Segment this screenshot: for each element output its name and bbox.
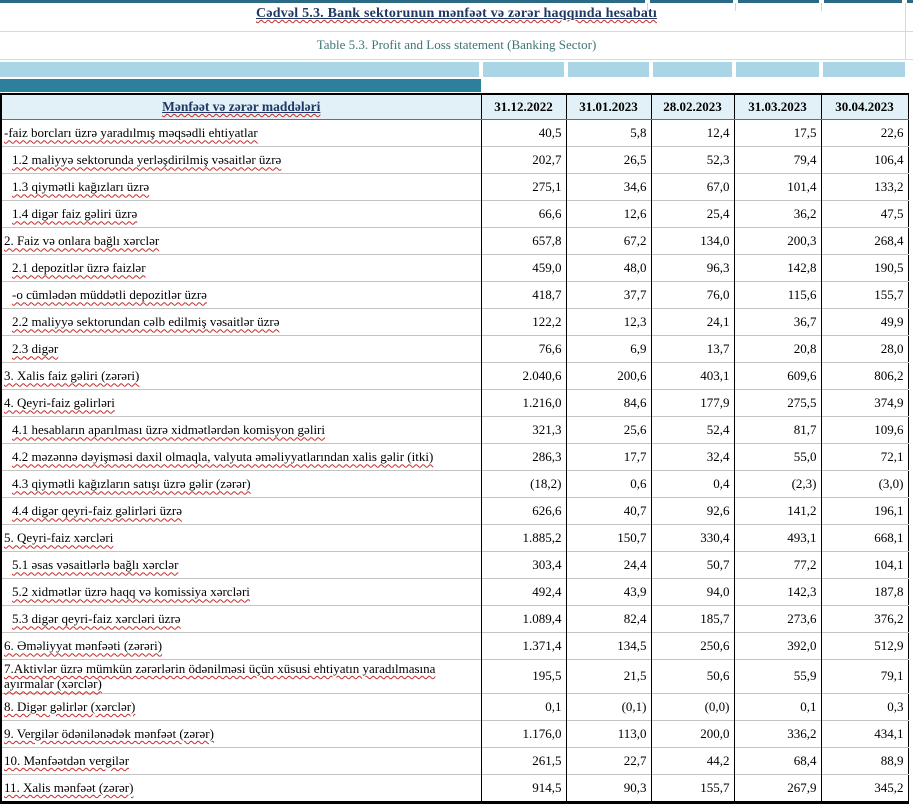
table-title-azerbaijani — [0, 6, 913, 22]
table-row — [1, 120, 908, 147]
table-row — [1, 444, 908, 471]
value-cell: 1.089,4 — [481, 606, 566, 633]
value-cell: 134,5 — [566, 633, 651, 660]
row-label — [1, 309, 481, 336]
value-cell: 22,6 — [821, 120, 908, 147]
value-cell: 12,6 — [566, 201, 651, 228]
row-label — [1, 606, 481, 633]
row-label-text: 5.1 əsas vəsaitlərlə bağlı xərclər — [12, 557, 179, 573]
row-label-text: 3. Xalis faiz gəliri (zərəri) — [4, 368, 140, 384]
value-cell: 2.040,6 — [481, 363, 566, 390]
value-cell: 66,6 — [481, 201, 566, 228]
value-cell: 76,6 — [481, 336, 566, 363]
value-cell: 88,9 — [821, 747, 908, 774]
pl-table-body — [1, 120, 908, 803]
value-cell: 1.885,2 — [481, 525, 566, 552]
value-cell: 626,6 — [481, 498, 566, 525]
teal-band — [0, 79, 481, 92]
table-row — [1, 228, 908, 255]
value-cell: 196,1 — [821, 498, 908, 525]
value-cell: 76,0 — [651, 282, 734, 309]
value-cell: 25,6 — [566, 417, 651, 444]
value-cell: 22,7 — [566, 747, 651, 774]
value-cell: 200,0 — [651, 720, 734, 747]
value-cell: (0,0) — [651, 693, 734, 720]
value-cell: 0,1 — [734, 693, 821, 720]
value-cell: 493,1 — [734, 525, 821, 552]
row-label-text: 6. Əməliyyat mənfəəti (zərəri) — [4, 638, 163, 654]
table-row — [1, 309, 908, 336]
value-cell: 104,1 — [821, 552, 908, 579]
value-cell: 82,4 — [566, 606, 651, 633]
row-label — [1, 390, 481, 417]
divider-line — [0, 31, 913, 32]
row-label — [1, 720, 481, 747]
value-cell: 1.371,4 — [481, 633, 566, 660]
value-cell: 24,1 — [651, 309, 734, 336]
row-label-text: 8. Digər gəlirlər (xərclər) — [4, 698, 136, 714]
row-label-text: 2.1 depozitlər üzrə faizlər — [12, 260, 146, 276]
value-cell: (0,1) — [566, 693, 651, 720]
row-label-text: 11. Xalis mənfəət (zərər) — [4, 779, 134, 795]
items-column-header — [1, 94, 481, 120]
value-cell: 55,9 — [734, 660, 821, 694]
value-cell: 40,5 — [481, 120, 566, 147]
row-label-text: 10. Mənfəətdən vergilər — [4, 752, 130, 768]
value-cell: 155,7 — [821, 282, 908, 309]
value-cell: 40,7 — [566, 498, 651, 525]
value-cell: 200,6 — [566, 363, 651, 390]
row-label — [1, 336, 481, 363]
value-cell: 190,5 — [821, 255, 908, 282]
title-underline — [256, 6, 657, 21]
value-cell: 286,3 — [481, 444, 566, 471]
row-label — [1, 552, 481, 579]
value-cell: 668,1 — [821, 525, 908, 552]
row-label-text: 4.1 hesabların aparılması üzrə xidmətlərdən komisyon gəliri — [12, 422, 325, 438]
row-label — [1, 228, 481, 255]
table-row — [1, 525, 908, 552]
table-row — [1, 774, 908, 802]
value-cell: 55,0 — [734, 444, 821, 471]
value-cell: 34,6 — [566, 174, 651, 201]
value-cell: 67,0 — [651, 174, 734, 201]
value-cell: 26,5 — [566, 147, 651, 174]
value-cell: 150,7 — [566, 525, 651, 552]
value-cell: 50,7 — [651, 552, 734, 579]
table-row — [1, 693, 908, 720]
table-row — [1, 255, 908, 282]
table-row — [1, 552, 908, 579]
value-cell: 20,8 — [734, 336, 821, 363]
value-cell: 133,2 — [821, 174, 908, 201]
value-cell: 17,7 — [566, 444, 651, 471]
value-cell: 13,7 — [651, 336, 734, 363]
row-label-text: 7.Aktivlər üzrə mümkün zərərlərin ödənilməsi üçün xüsusi ehtiyatın yaradılmasına ayırmalar (xərclər) — [4, 661, 436, 692]
value-cell: 374,9 — [821, 390, 908, 417]
divider-line — [0, 59, 913, 60]
value-cell: 48,0 — [566, 255, 651, 282]
value-cell: 92,6 — [651, 498, 734, 525]
value-cell: 32,4 — [651, 444, 734, 471]
row-label-text: 4.3 qiymətli kağızların satışı üzrə gəlir (zərər) — [12, 476, 251, 492]
value-cell: 122,2 — [481, 309, 566, 336]
table-row — [1, 147, 908, 174]
value-cell: 657,8 — [481, 228, 566, 255]
date-column-header: 28.02.2023 — [651, 94, 734, 120]
value-cell: 261,5 — [481, 747, 566, 774]
value-cell: 187,8 — [821, 579, 908, 606]
value-cell: 200,3 — [734, 228, 821, 255]
row-label — [1, 525, 481, 552]
table-row — [1, 282, 908, 309]
value-cell: 267,9 — [734, 774, 821, 802]
value-cell: 403,1 — [651, 363, 734, 390]
row-label — [1, 498, 481, 525]
value-cell: 84,6 — [566, 390, 651, 417]
value-cell: 1.176,0 — [481, 720, 566, 747]
row-label — [1, 444, 481, 471]
value-cell: 24,4 — [566, 552, 651, 579]
value-cell: 185,7 — [651, 606, 734, 633]
row-label — [1, 120, 481, 147]
table-row — [1, 498, 908, 525]
value-cell: 47,5 — [821, 201, 908, 228]
value-cell: 68,4 — [734, 747, 821, 774]
row-label — [1, 774, 481, 802]
row-label-text: -faiz borcları üzrə yaradılmış məqsədli ehtiyatlar — [4, 125, 258, 141]
value-cell: 177,9 — [651, 390, 734, 417]
row-label-text: 5. Qeyri-faiz xərcləri — [4, 530, 114, 546]
row-label-text: 1.3 qiymətli kağızları üzrə — [12, 179, 150, 195]
items-header-text: Mənfəət və zərər maddələri — [162, 99, 321, 114]
value-cell: 81,7 — [734, 417, 821, 444]
table-row — [1, 606, 908, 633]
value-cell: 336,2 — [734, 720, 821, 747]
row-label — [1, 201, 481, 228]
value-cell: 0,1 — [481, 693, 566, 720]
value-cell: 79,4 — [734, 147, 821, 174]
band-gap — [649, 62, 653, 77]
row-label-text: 2.2 maliyyə sektorundan cəlb edilmiş vəsaitlər üzrə — [12, 314, 280, 330]
value-cell: 0,4 — [651, 471, 734, 498]
band-gap — [564, 62, 568, 77]
date-column-header: 31.12.2022 — [481, 94, 566, 120]
value-cell: 492,4 — [481, 579, 566, 606]
value-cell: 5,8 — [566, 120, 651, 147]
value-cell: 1.216,0 — [481, 390, 566, 417]
table-row — [1, 660, 908, 694]
band-gap — [479, 62, 483, 77]
table-row — [1, 471, 908, 498]
table-row — [1, 174, 908, 201]
value-cell: 12,3 — [566, 309, 651, 336]
value-cell: 914,5 — [481, 774, 566, 802]
value-cell: 43,9 — [566, 579, 651, 606]
table-row — [1, 336, 908, 363]
row-label-text: 2.3 digər — [12, 341, 59, 357]
value-cell: 141,2 — [734, 498, 821, 525]
title-text: Cədvəl 5.3. Bank sektorunun mənfəət və zərər haqqında hesabatı — [255, 6, 658, 21]
row-label-text: 4.2 məzənnə dəyişməsi daxil olmaqla, valyuta əməliyyatlarından xalis gəlir (itki) — [12, 449, 434, 465]
value-cell: 21,5 — [566, 660, 651, 694]
table-row — [1, 363, 908, 390]
value-cell: 195,5 — [481, 660, 566, 694]
row-label — [1, 747, 481, 774]
value-cell: 268,4 — [821, 228, 908, 255]
table-row — [1, 390, 908, 417]
value-cell: 25,4 — [651, 201, 734, 228]
value-cell: 303,4 — [481, 552, 566, 579]
value-cell: 79,1 — [821, 660, 908, 694]
value-cell: 155,7 — [651, 774, 734, 802]
value-cell: 202,7 — [481, 147, 566, 174]
row-label — [1, 633, 481, 660]
value-cell: 275,5 — [734, 390, 821, 417]
value-cell: 0,3 — [821, 693, 908, 720]
row-label-text: -o cümlədən müddətli depozitlər üzrə — [12, 287, 207, 303]
row-label-text: 5.3 digər qeyri-faiz xərcləri üzrə — [12, 611, 181, 627]
value-cell: 609,6 — [734, 363, 821, 390]
value-cell: 36,7 — [734, 309, 821, 336]
table-title-english: Table 5.3. Profit and Loss statement (Banking Sector) — [316, 37, 597, 52]
value-cell: 418,7 — [481, 282, 566, 309]
value-cell: 44,2 — [651, 747, 734, 774]
row-label — [1, 693, 481, 720]
row-label-text: 9. Vergilər ödənilənədək mənfəət (zərər) — [4, 725, 214, 741]
row-label-text: 4.4 digər qeyri-faiz gəlirləri üzrə — [12, 503, 182, 519]
row-label — [1, 417, 481, 444]
value-cell: 67,2 — [566, 228, 651, 255]
row-label — [1, 174, 481, 201]
value-cell: 321,3 — [481, 417, 566, 444]
value-cell: 77,2 — [734, 552, 821, 579]
row-label — [1, 579, 481, 606]
value-cell: 52,4 — [651, 417, 734, 444]
row-label — [1, 471, 481, 498]
row-label-text: 1.2 maliyyə sektorunda yerləşdirilmiş vəsaitlər üzrə — [12, 152, 282, 168]
value-cell: 109,6 — [821, 417, 908, 444]
table-row — [1, 747, 908, 774]
row-label-text: 1.4 digər faiz gəliri üzrə — [12, 206, 138, 222]
value-cell: 101,4 — [734, 174, 821, 201]
value-cell: 12,4 — [651, 120, 734, 147]
value-cell: 72,1 — [821, 444, 908, 471]
value-cell: 96,3 — [651, 255, 734, 282]
value-cell: 106,4 — [821, 147, 908, 174]
value-cell: 50,6 — [651, 660, 734, 694]
value-cell: 273,6 — [734, 606, 821, 633]
value-cell: 113,0 — [566, 720, 651, 747]
value-cell: 115,6 — [734, 282, 821, 309]
value-cell: 134,0 — [651, 228, 734, 255]
value-cell: 345,2 — [821, 774, 908, 802]
value-cell: 330,4 — [651, 525, 734, 552]
value-cell: 28,0 — [821, 336, 908, 363]
value-cell: (2,3) — [734, 471, 821, 498]
value-cell: 142,8 — [734, 255, 821, 282]
date-column-header: 31.03.2023 — [734, 94, 821, 120]
profit-loss-table — [0, 93, 909, 804]
value-cell: 49,9 — [821, 309, 908, 336]
value-cell: 17,5 — [734, 120, 821, 147]
cutoff-row-strip — [0, 0, 913, 3]
light-blue-band — [0, 62, 905, 77]
table-row — [1, 720, 908, 747]
value-cell: 6,9 — [566, 336, 651, 363]
value-cell: 376,2 — [821, 606, 908, 633]
row-label-text: 2. Faiz və onlara bağlı xərclər — [4, 233, 160, 249]
value-cell: 250,6 — [651, 633, 734, 660]
value-cell: 36,2 — [734, 201, 821, 228]
row-label — [1, 363, 481, 390]
value-cell: 275,1 — [481, 174, 566, 201]
value-cell: 392,0 — [734, 633, 821, 660]
band-gap — [819, 62, 823, 77]
items-header-underline — [162, 99, 320, 114]
date-column-header: 30.04.2023 — [821, 94, 908, 120]
date-column-header: 31.01.2023 — [566, 94, 651, 120]
row-label — [1, 255, 481, 282]
table-row — [1, 579, 908, 606]
row-label — [1, 660, 481, 694]
table-row — [1, 417, 908, 444]
row-label-text: 4. Qeyri-faiz gəlirləri — [4, 395, 115, 411]
value-cell: 512,9 — [821, 633, 908, 660]
table-row — [1, 633, 908, 660]
value-cell: (3,0) — [821, 471, 908, 498]
value-cell: 142,3 — [734, 579, 821, 606]
row-label — [1, 282, 481, 309]
row-label-text: 5.2 xidmətlər üzrə haqq və komissiya xərcləri — [12, 584, 250, 600]
value-cell: 52,3 — [651, 147, 734, 174]
value-cell: (18,2) — [481, 471, 566, 498]
value-cell: 37,7 — [566, 282, 651, 309]
band-gap — [732, 62, 736, 77]
value-cell: 0,6 — [566, 471, 651, 498]
value-cell: 459,0 — [481, 255, 566, 282]
header-row — [1, 94, 908, 120]
table-row — [1, 201, 908, 228]
row-label — [1, 147, 481, 174]
value-cell: 434,1 — [821, 720, 908, 747]
value-cell: 806,2 — [821, 363, 908, 390]
value-cell: 90,3 — [566, 774, 651, 802]
value-cell: 94,0 — [651, 579, 734, 606]
